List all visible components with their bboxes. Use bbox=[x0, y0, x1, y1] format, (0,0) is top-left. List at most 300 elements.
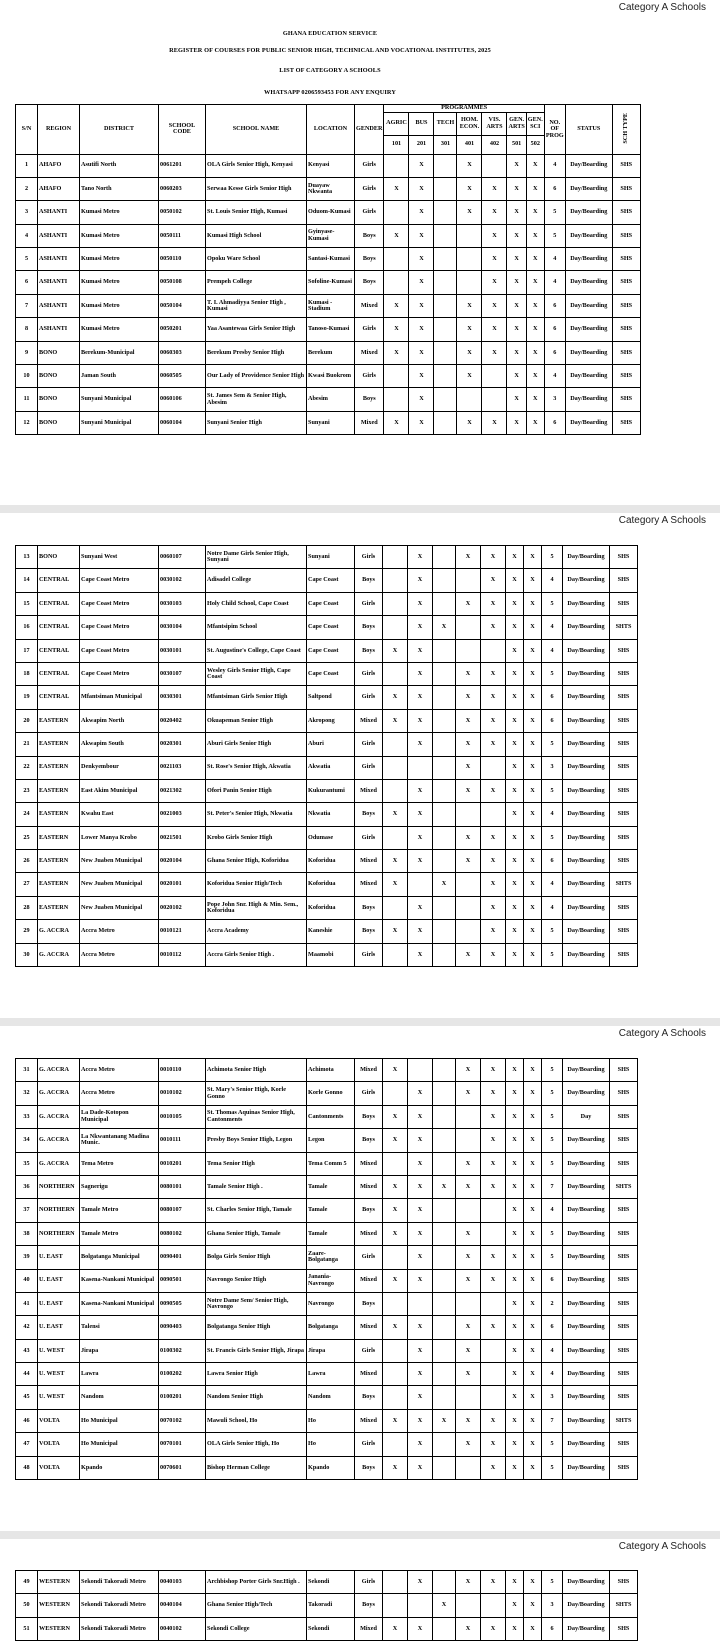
cell-district: Denkyembour bbox=[80, 756, 159, 779]
cell-region: EASTERN bbox=[38, 850, 80, 873]
cell-no-of-prog: 6 bbox=[544, 341, 565, 364]
cell-tech bbox=[433, 1316, 456, 1339]
cell-vis-arts: X bbox=[481, 1456, 506, 1479]
col-status-label: STATUS bbox=[577, 125, 601, 132]
cell-school-code: 0050104 bbox=[159, 294, 206, 317]
cell-gen-arts: X bbox=[506, 1571, 524, 1594]
cell-gen-sci: X bbox=[524, 1617, 542, 1640]
cell-sch-type: SHS bbox=[610, 850, 638, 873]
cell-region: G. ACCRA bbox=[38, 1082, 80, 1105]
cell-sn: 31 bbox=[16, 1059, 38, 1082]
cell-gen-arts: X bbox=[507, 177, 526, 200]
table-row[interactable] bbox=[16, 1129, 638, 1152]
cell-location: Berekum bbox=[307, 341, 355, 364]
cell-region: ASHANTI bbox=[38, 201, 80, 224]
cell-sn: 20 bbox=[16, 709, 38, 732]
cell-status: Day/Boarding bbox=[563, 1316, 610, 1339]
cell-hom-econ bbox=[456, 616, 481, 639]
cell-school-name: Bolgatanga Senior High bbox=[206, 1316, 307, 1339]
table-row[interactable] bbox=[16, 224, 641, 247]
col-school-name bbox=[206, 105, 307, 155]
cell-sch-type: SHS bbox=[610, 1105, 638, 1128]
cell-gen-arts: X bbox=[506, 1129, 524, 1152]
table-row[interactable] bbox=[16, 154, 641, 177]
table-row[interactable] bbox=[16, 1363, 638, 1386]
cell-bus: X bbox=[408, 1339, 433, 1362]
table-row[interactable] bbox=[16, 1059, 638, 1082]
cell-location: Tamale bbox=[307, 1222, 355, 1245]
table-row[interactable] bbox=[16, 1617, 638, 1640]
table-row[interactable] bbox=[16, 1433, 638, 1456]
cell-region: WESTERN bbox=[38, 1594, 80, 1617]
table-row[interactable] bbox=[16, 271, 641, 294]
cell-sch-type: SHS bbox=[612, 201, 640, 224]
cell-agric bbox=[383, 779, 408, 802]
cell-gen-arts: X bbox=[506, 1105, 524, 1128]
cell-bus: X bbox=[408, 920, 433, 943]
cell-school-name: Serwaa Kesse Girls Senior High bbox=[206, 177, 307, 200]
cell-school-code: 0030101 bbox=[159, 639, 206, 662]
cell-bus: X bbox=[409, 201, 434, 224]
cell-agric: X bbox=[384, 411, 409, 434]
cell-tech bbox=[434, 177, 457, 200]
cell-district: Kasena-Nankani Municipal bbox=[80, 1269, 159, 1292]
cell-school-name: Prempeh College bbox=[206, 271, 307, 294]
table-row[interactable] bbox=[16, 920, 638, 943]
cell-gen-arts: X bbox=[506, 1433, 524, 1456]
cell-status: Day/Boarding bbox=[563, 1175, 610, 1198]
cell-school-code: 0021501 bbox=[159, 826, 206, 849]
cell-school-code: 0100202 bbox=[159, 1363, 206, 1386]
cell-status: Day/Boarding bbox=[565, 177, 612, 200]
table-row[interactable] bbox=[16, 873, 638, 896]
cell-bus: X bbox=[409, 365, 434, 388]
cell-tech bbox=[433, 779, 456, 802]
cell-gen-arts: X bbox=[507, 224, 526, 247]
cell-no-of-prog: 5 bbox=[542, 826, 563, 849]
cell-school-name: Ghana Senior High/Tech bbox=[206, 1594, 307, 1617]
table-row[interactable] bbox=[16, 1082, 638, 1105]
cell-district: Kumasi Metro bbox=[80, 294, 159, 317]
table-row[interactable] bbox=[16, 318, 641, 341]
cell-hom-econ bbox=[456, 1456, 481, 1479]
table-row[interactable] bbox=[16, 1292, 638, 1315]
cell-sch-type: SHS bbox=[612, 248, 640, 271]
cell-gen-sci: X bbox=[526, 341, 544, 364]
table-row[interactable] bbox=[16, 616, 638, 639]
table-row[interactable] bbox=[16, 943, 638, 966]
cell-school-name: Bolga Girls Senior High bbox=[206, 1246, 307, 1269]
programme-name-label: AGRIC bbox=[386, 119, 407, 127]
cell-sn: 40 bbox=[16, 1269, 38, 1292]
cell-sch-type: SHS bbox=[610, 1082, 638, 1105]
cell-agric: X bbox=[383, 1199, 408, 1222]
cell-no-of-prog: 5 bbox=[542, 1222, 563, 1245]
programme-code-label: 201 bbox=[416, 140, 427, 148]
cell-hom-econ: X bbox=[456, 756, 481, 779]
cell-agric bbox=[384, 154, 409, 177]
table-row[interactable] bbox=[16, 733, 638, 756]
cell-sch-type: SHS bbox=[610, 920, 638, 943]
cell-school-code: 0010112 bbox=[159, 943, 206, 966]
cell-region: G. ACCRA bbox=[38, 1129, 80, 1152]
document-page bbox=[0, 1539, 720, 1649]
cell-hom-econ: X bbox=[456, 1409, 481, 1432]
table-row[interactable] bbox=[16, 1175, 638, 1198]
cell-vis-arts: X bbox=[482, 318, 507, 341]
cell-sch-type: SHS bbox=[610, 1386, 638, 1409]
table-row[interactable] bbox=[16, 248, 641, 271]
cell-district: Kumasi Metro bbox=[80, 248, 159, 271]
cell-sn: 49 bbox=[16, 1571, 38, 1594]
table-row[interactable] bbox=[16, 546, 638, 569]
cell-school-name: St. James Sem & Senior High, Abesim bbox=[206, 388, 307, 411]
programme-name bbox=[434, 112, 457, 135]
cell-school-code: 0100201 bbox=[159, 1386, 206, 1409]
cell-school-code: 0030104 bbox=[159, 616, 206, 639]
cell-hom-econ bbox=[456, 569, 481, 592]
cell-district: Tamale Metro bbox=[80, 1222, 159, 1245]
cell-district: East Akim Municipal bbox=[80, 779, 159, 802]
cell-bus: X bbox=[408, 569, 433, 592]
cell-tech bbox=[433, 1105, 456, 1128]
cell-no-of-prog: 6 bbox=[544, 294, 565, 317]
table-row[interactable] bbox=[16, 1316, 638, 1339]
cell-sch-type: SHS bbox=[610, 943, 638, 966]
cell-sn: 35 bbox=[16, 1152, 38, 1175]
programme-name bbox=[409, 112, 434, 135]
cell-sch-type: SHS bbox=[610, 686, 638, 709]
cell-gen-sci: X bbox=[524, 1105, 542, 1128]
cell-gen-sci: X bbox=[526, 271, 544, 294]
cell-district: Berekum-Municipal bbox=[80, 341, 159, 364]
cell-gen-arts: X bbox=[506, 1292, 524, 1315]
cell-school-name: Sunyani Senior High bbox=[206, 411, 307, 434]
cell-hom-econ bbox=[456, 1129, 481, 1152]
cell-gen-sci: X bbox=[524, 616, 542, 639]
table-row[interactable] bbox=[16, 1456, 638, 1479]
table-row[interactable] bbox=[16, 201, 641, 224]
cell-no-of-prog: 5 bbox=[542, 733, 563, 756]
cell-hom-econ: X bbox=[456, 1222, 481, 1245]
table-row[interactable] bbox=[16, 592, 638, 615]
table-row[interactable] bbox=[16, 850, 638, 873]
table-row[interactable] bbox=[16, 756, 638, 779]
cell-tech bbox=[434, 201, 457, 224]
cell-gen-sci: X bbox=[524, 1222, 542, 1245]
cell-agric: X bbox=[384, 294, 409, 317]
cell-hom-econ: X bbox=[456, 826, 481, 849]
table-row[interactable] bbox=[16, 1105, 638, 1128]
cell-bus: X bbox=[408, 1409, 433, 1432]
cell-no-of-prog: 6 bbox=[542, 1269, 563, 1292]
cell-hom-econ: X bbox=[457, 201, 482, 224]
cell-bus: X bbox=[409, 177, 434, 200]
cell-gen-arts: X bbox=[506, 943, 524, 966]
cell-location: Kukurantumi bbox=[307, 779, 355, 802]
cell-sn: 45 bbox=[16, 1386, 38, 1409]
cell-agric bbox=[384, 248, 409, 271]
cell-sch-type: SHS bbox=[610, 1152, 638, 1175]
table-row[interactable] bbox=[16, 1222, 638, 1245]
cell-location: Tanoso-Kumasi bbox=[307, 318, 355, 341]
cell-sch-type: SHS bbox=[610, 1316, 638, 1339]
table-row[interactable] bbox=[16, 662, 638, 685]
cell-region: EASTERN bbox=[38, 779, 80, 802]
cell-gen-arts: X bbox=[506, 1456, 524, 1479]
cell-no-of-prog: 5 bbox=[542, 1152, 563, 1175]
table-row[interactable] bbox=[16, 686, 638, 709]
cell-sn: 10 bbox=[16, 365, 38, 388]
cell-gen-sci: X bbox=[524, 920, 542, 943]
cell-location: Koforidua bbox=[307, 896, 355, 919]
cell-sn: 32 bbox=[16, 1082, 38, 1105]
cell-bus: X bbox=[408, 1363, 433, 1386]
cell-vis-arts bbox=[481, 1292, 506, 1315]
cell-district: New Juaben Municipal bbox=[80, 850, 159, 873]
cell-sn: 12 bbox=[16, 411, 38, 434]
cell-bus bbox=[408, 1059, 433, 1082]
cell-location: Nkwatia bbox=[307, 803, 355, 826]
cell-school-name: Navrongo Senior High bbox=[206, 1269, 307, 1292]
cell-status: Day/Boarding bbox=[563, 616, 610, 639]
table-row[interactable] bbox=[16, 341, 641, 364]
cell-tech bbox=[433, 1199, 456, 1222]
cell-district: Sunyani West bbox=[80, 546, 159, 569]
cell-region: EASTERN bbox=[38, 733, 80, 756]
cell-school-name: Accra Girls Senior High . bbox=[206, 943, 307, 966]
cell-no-of-prog: 7 bbox=[542, 1409, 563, 1432]
cell-status: Day/Boarding bbox=[563, 1363, 610, 1386]
table-row[interactable] bbox=[16, 365, 641, 388]
cell-vis-arts: X bbox=[481, 943, 506, 966]
cell-status: Day/Boarding bbox=[563, 686, 610, 709]
cell-location: Odumase bbox=[307, 826, 355, 849]
cell-no-of-prog: 6 bbox=[544, 318, 565, 341]
cell-school-name: Lawra Senior High bbox=[206, 1363, 307, 1386]
cell-gen-sci: X bbox=[526, 224, 544, 247]
cell-district: Kumasi Metro bbox=[80, 318, 159, 341]
cell-gen-arts: X bbox=[506, 662, 524, 685]
table-row[interactable] bbox=[16, 1246, 638, 1269]
cell-sch-type: SHS bbox=[610, 803, 638, 826]
cell-agric: X bbox=[384, 177, 409, 200]
cell-agric: X bbox=[383, 1316, 408, 1339]
cell-agric: X bbox=[383, 1456, 408, 1479]
col-district bbox=[80, 105, 159, 155]
cell-region: EASTERN bbox=[38, 826, 80, 849]
cell-bus: X bbox=[408, 546, 433, 569]
cell-sch-type: SHS bbox=[610, 1222, 638, 1245]
cell-hom-econ bbox=[456, 920, 481, 943]
table-row[interactable] bbox=[16, 826, 638, 849]
cell-hom-econ bbox=[456, 803, 481, 826]
table-row[interactable] bbox=[16, 411, 641, 434]
cell-school-code: 0060104 bbox=[159, 411, 206, 434]
cell-tech bbox=[433, 756, 456, 779]
cell-school-name: Tema Senior High bbox=[206, 1152, 307, 1175]
table-row[interactable] bbox=[16, 294, 641, 317]
cell-sn: 11 bbox=[16, 388, 38, 411]
cell-gen-sci: X bbox=[524, 569, 542, 592]
cell-sch-type: SHTS bbox=[610, 873, 638, 896]
cell-location: Kwasi Buokrom bbox=[307, 365, 355, 388]
cell-bus: X bbox=[408, 850, 433, 873]
cell-vis-arts: X bbox=[481, 1152, 506, 1175]
cell-gender: Mixed bbox=[355, 850, 383, 873]
table-row[interactable] bbox=[16, 896, 638, 919]
cell-sn: 50 bbox=[16, 1594, 38, 1617]
table-row[interactable] bbox=[16, 1386, 638, 1409]
cell-sn: 4 bbox=[16, 224, 38, 247]
cell-gen-arts: X bbox=[506, 873, 524, 896]
cell-status: Day/Boarding bbox=[565, 411, 612, 434]
cell-hom-econ: X bbox=[456, 686, 481, 709]
table-row[interactable] bbox=[16, 177, 641, 200]
cell-school-name: Krobo Girls Senior High bbox=[206, 826, 307, 849]
cell-school-name: Notre Dame Girls Senior High, Sunyani bbox=[206, 546, 307, 569]
cell-region: EASTERN bbox=[38, 709, 80, 732]
cell-no-of-prog: 5 bbox=[544, 201, 565, 224]
col-status bbox=[565, 105, 612, 155]
cell-school-name: Archbishop Porter Girls Snr.High . bbox=[206, 1571, 307, 1594]
cell-vis-arts: X bbox=[482, 271, 507, 294]
cell-status: Day/Boarding bbox=[563, 1409, 610, 1432]
cell-tech bbox=[433, 1433, 456, 1456]
table-row[interactable] bbox=[16, 803, 638, 826]
cell-gen-sci: X bbox=[526, 411, 544, 434]
table-row[interactable] bbox=[16, 1339, 638, 1362]
document-page bbox=[0, 513, 720, 1018]
table-row[interactable] bbox=[16, 1594, 638, 1617]
table-row[interactable] bbox=[16, 1409, 638, 1432]
cell-location: Cape Coast bbox=[307, 639, 355, 662]
cell-school-code: 0070101 bbox=[159, 1433, 206, 1456]
cell-status: Day/Boarding bbox=[563, 920, 610, 943]
cell-region: G. ACCRA bbox=[38, 1152, 80, 1175]
cell-gender: Boys bbox=[355, 616, 383, 639]
cell-district: Akwapim North bbox=[80, 709, 159, 732]
cell-school-name: Ghana Senior High, Koforidua bbox=[206, 850, 307, 873]
cell-no-of-prog: 4 bbox=[542, 1199, 563, 1222]
cell-status: Day/Boarding bbox=[563, 1059, 610, 1082]
cell-agric bbox=[383, 569, 408, 592]
cell-tech bbox=[433, 920, 456, 943]
cell-bus: X bbox=[408, 1175, 433, 1198]
cell-school-name: Mawuli School, Ho bbox=[206, 1409, 307, 1432]
cell-no-of-prog: 5 bbox=[542, 1456, 563, 1479]
cell-status: Day/Boarding bbox=[565, 271, 612, 294]
cell-hom-econ: X bbox=[456, 1316, 481, 1339]
col-sn-label: S/N bbox=[21, 125, 32, 132]
programme-code bbox=[482, 135, 507, 154]
table-row[interactable] bbox=[16, 639, 638, 662]
table-row[interactable] bbox=[16, 1571, 638, 1594]
cell-no-of-prog: 5 bbox=[542, 1433, 563, 1456]
table-row[interactable] bbox=[16, 388, 641, 411]
cell-gen-arts: X bbox=[506, 686, 524, 709]
table-row[interactable] bbox=[16, 779, 638, 802]
cell-district: Cape Coast Metro bbox=[80, 662, 159, 685]
cell-no-of-prog: 4 bbox=[544, 154, 565, 177]
cell-school-name: Koforidua Senior High/Tech bbox=[206, 873, 307, 896]
programme-code-label: 502 bbox=[530, 140, 540, 148]
cell-school-name: T. I. Ahmadiyya Senior High , Kumasi bbox=[206, 294, 307, 317]
cell-region: EASTERN bbox=[38, 756, 80, 779]
cell-gender: Mixed bbox=[355, 1152, 383, 1175]
cell-status: Day/Boarding bbox=[563, 662, 610, 685]
cell-district: Kumasi Metro bbox=[80, 224, 159, 247]
cell-bus bbox=[408, 1292, 433, 1315]
cell-district: Cape Coast Metro bbox=[80, 616, 159, 639]
cell-school-name: Ghana Senior High, Tamale bbox=[206, 1222, 307, 1245]
schools-table bbox=[15, 1570, 638, 1641]
cell-vis-arts: X bbox=[481, 1433, 506, 1456]
cell-status: Day/Boarding bbox=[563, 1152, 610, 1175]
cell-agric bbox=[384, 271, 409, 294]
table-row[interactable] bbox=[16, 1152, 638, 1175]
cell-district: Bolgatanga Municipal bbox=[80, 1246, 159, 1269]
cell-agric bbox=[383, 943, 408, 966]
cell-school-code: 0070601 bbox=[159, 1456, 206, 1479]
cell-vis-arts bbox=[481, 1386, 506, 1409]
cell-status: Day/Boarding bbox=[563, 850, 610, 873]
schools-table bbox=[15, 104, 641, 435]
cell-no-of-prog: 4 bbox=[542, 803, 563, 826]
table-row[interactable] bbox=[16, 569, 638, 592]
programme-code bbox=[526, 135, 544, 154]
col-programmes bbox=[384, 105, 544, 113]
cell-bus: X bbox=[409, 341, 434, 364]
programme-code-label: 101 bbox=[391, 140, 402, 148]
cell-tech bbox=[433, 1339, 456, 1362]
cell-gender: Girls bbox=[355, 686, 383, 709]
cell-gen-sci: X bbox=[526, 294, 544, 317]
programme-name-label: HOM. ECON. bbox=[459, 116, 480, 130]
cell-tech bbox=[433, 1571, 456, 1594]
cell-hom-econ: X bbox=[456, 943, 481, 966]
cell-tech bbox=[433, 1456, 456, 1479]
programme-name bbox=[526, 112, 544, 135]
cell-gender: Girls bbox=[355, 546, 383, 569]
cell-school-name: Holy Child School, Cape Coast bbox=[206, 592, 307, 615]
cell-gen-sci: X bbox=[524, 1246, 542, 1269]
cell-school-name: St. Francis Girls Senior High, Jirapa bbox=[206, 1339, 307, 1362]
cell-tech bbox=[434, 388, 457, 411]
cell-sn: 42 bbox=[16, 1316, 38, 1339]
table-row[interactable] bbox=[16, 1199, 638, 1222]
cell-region: U. EAST bbox=[38, 1246, 80, 1269]
cell-district: Cape Coast Metro bbox=[80, 569, 159, 592]
cell-status: Day/Boarding bbox=[563, 639, 610, 662]
cell-hom-econ: X bbox=[456, 1617, 481, 1640]
cell-hom-econ: X bbox=[456, 733, 481, 756]
cell-no-of-prog: 4 bbox=[544, 365, 565, 388]
cell-no-of-prog: 3 bbox=[542, 1594, 563, 1617]
schools-table bbox=[15, 545, 638, 967]
cell-no-of-prog: 7 bbox=[542, 1175, 563, 1198]
cell-gen-arts: X bbox=[507, 341, 526, 364]
cell-sn: 1 bbox=[16, 154, 38, 177]
cell-tech bbox=[433, 1269, 456, 1292]
cell-sch-type: SHTS bbox=[610, 1594, 638, 1617]
cell-school-name: Adisadel College bbox=[206, 569, 307, 592]
cell-agric bbox=[383, 1363, 408, 1386]
cell-no-of-prog: 5 bbox=[542, 1571, 563, 1594]
cell-gender: Girls bbox=[355, 826, 383, 849]
table-row[interactable] bbox=[16, 1269, 638, 1292]
table-row[interactable] bbox=[16, 709, 638, 732]
